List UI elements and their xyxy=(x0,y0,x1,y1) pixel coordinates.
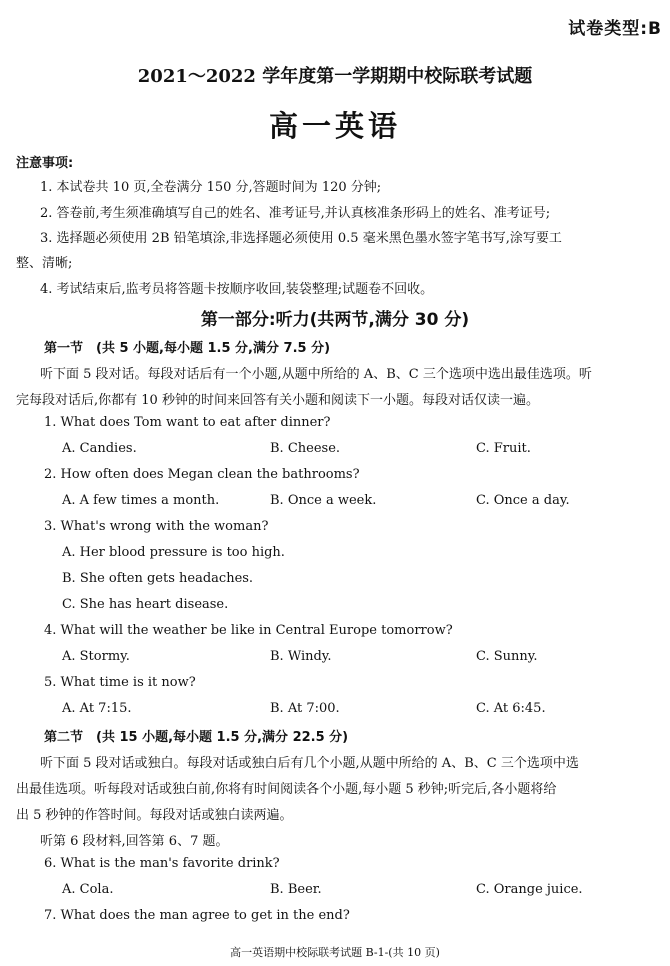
option-c: C. She has heart disease. xyxy=(62,597,229,612)
exam-title: 2021～2022 学年度第一学期期中校际联考试题 xyxy=(137,66,533,87)
note-item: 4. 考试结束后,监考员将答题卡按顺序收回,装袋整理;试题卷不回收。 xyxy=(40,282,434,297)
option-a: A. A few times a month. xyxy=(62,493,220,508)
option-b: B. Cheese. xyxy=(270,441,341,456)
question-stem: 6. What is the man's favorite drink? xyxy=(44,856,280,871)
option-b: B. Windy. xyxy=(270,649,332,664)
section-instructions: 出最佳选项。听每段对话或独白前,你将有时间阅读各个小题,每小题 5 秒钟;听完后,各小题将给 xyxy=(16,782,557,797)
exam-type-label: 试卷类型:B xyxy=(568,19,662,39)
option-c: C. At 6:45. xyxy=(476,701,546,716)
option-b: B. At 7:00. xyxy=(270,701,340,716)
option-a: A. Candies. xyxy=(62,441,137,456)
note-item: 3. 选择题必须使用 2B 铅笔填涂,非选择题必须使用 0.5 毫米黑色墨水签字笔书写,涂写要工 xyxy=(40,231,562,246)
question-stem: 4. What will the weather be like in Central Europe tomorrow? xyxy=(44,623,453,638)
question-stem: 1. What does Tom want to eat after dinner? xyxy=(44,415,331,430)
notes-heading: 注意事项: xyxy=(16,156,74,171)
section-instructions: 出 5 秒钟的作答时间。每段对话或独白读两遍。 xyxy=(16,808,293,823)
subject-title: 高一英语 xyxy=(268,109,401,143)
question-stem: 7. What does the man agree to get in the end? xyxy=(44,908,350,923)
note-item: 1. 本试卷共 10 页,全卷满分 150 分,答题时间为 120 分钟; xyxy=(40,180,382,195)
option-b: B. She often gets headaches. xyxy=(62,571,254,586)
section-instructions: 完每段对话后,你都有 10 秒钟的时间来回答有关小题和阅读下一小题。每段对话仅读一遍。 xyxy=(16,393,539,408)
section-instructions: 听下面 5 段对话。每段对话后有一个小题,从题中所给的 A、B、C 三个选项中选出最佳选项。听 xyxy=(40,367,592,382)
option-c: C. Orange juice. xyxy=(476,882,583,897)
section-heading: 第一节 (共 5 小题,每小题 1.5 分,满分 7.5 分) xyxy=(44,341,331,356)
section-heading: 第二节 (共 15 小题,每小题 1.5 分,满分 22.5 分) xyxy=(44,730,349,745)
question-stem: 2. How often does Megan clean the bathrooms? xyxy=(44,467,360,482)
option-c: C. Sunny. xyxy=(476,649,538,664)
note-item: 2. 答卷前,考生须准确填写自己的姓名、准考证号,并认真核准条形码上的姓名、准考证号; xyxy=(40,206,551,221)
note-item: 整、清晰; xyxy=(16,256,73,271)
question-stem: 5. What time is it now? xyxy=(44,675,196,690)
section-instructions: 听下面 5 段对话或独白。每段对话或独白后有几个小题,从题中所给的 A、B、C 三个选项中选 xyxy=(40,756,579,771)
material-note: 听第 6 段材料,回答第 6、7 题。 xyxy=(40,834,229,849)
option-b: B. Once a week. xyxy=(270,493,377,508)
option-c: C. Once a day. xyxy=(476,493,570,508)
option-a: A. Stormy. xyxy=(62,649,130,664)
page-footer: 高一英语期中校际联考试题 B-1-(共 10 页) xyxy=(230,946,440,959)
option-a: A. At 7:15. xyxy=(62,701,132,716)
option-c: C. Fruit. xyxy=(476,441,531,456)
option-a: A. Cola. xyxy=(62,882,114,897)
option-b: B. Beer. xyxy=(270,882,322,897)
question-stem: 3. What's wrong with the woman? xyxy=(44,519,269,534)
part-title: 第一部分:听力(共两节,满分 30 分) xyxy=(200,310,470,330)
option-a: A. Her blood pressure is too high. xyxy=(62,545,285,560)
